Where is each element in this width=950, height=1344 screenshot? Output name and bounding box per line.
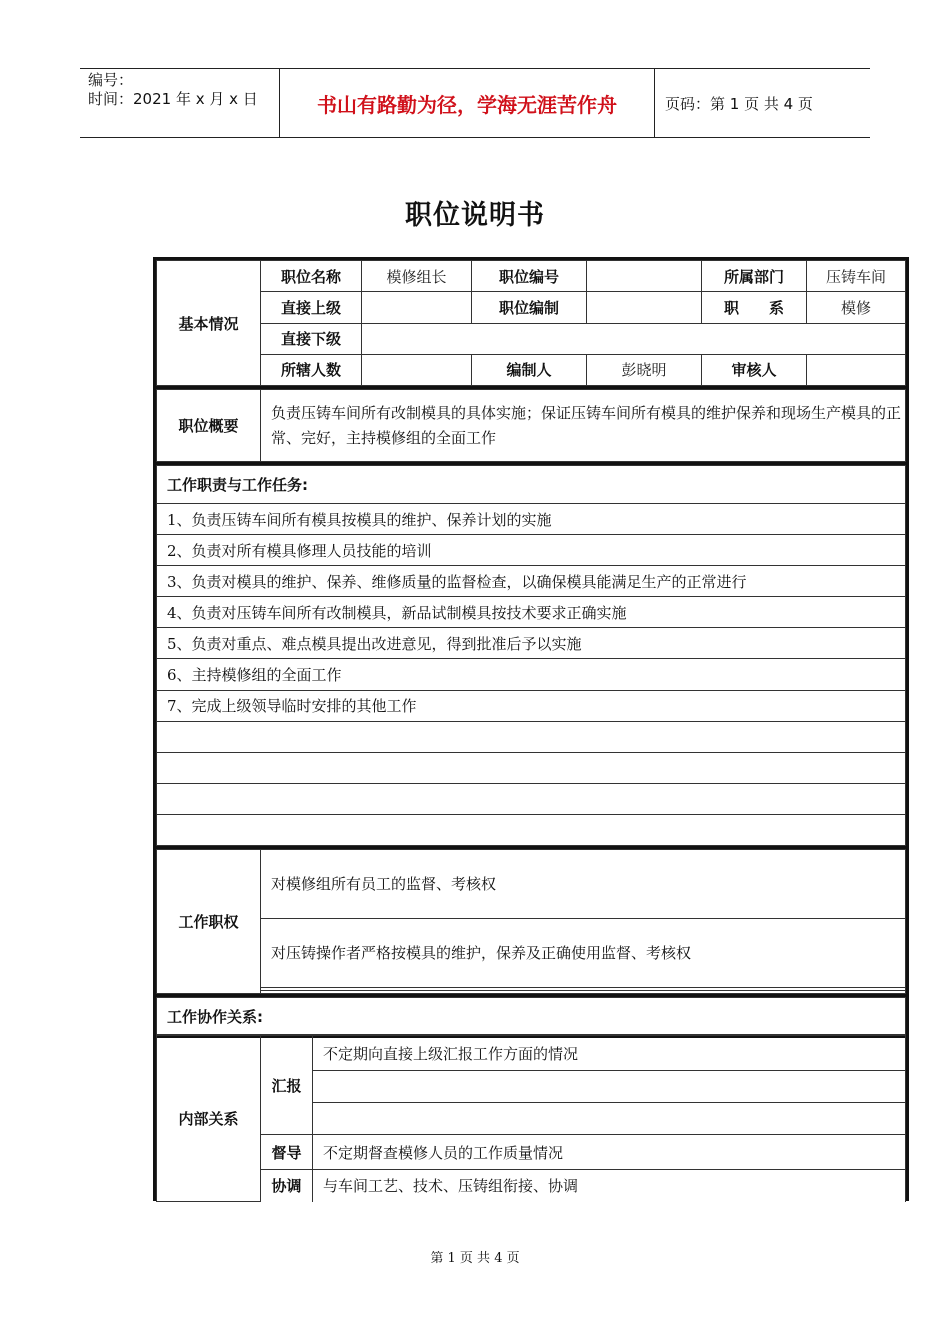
duty-item: 3、负责对模具的维护、保养、维修质量的监督检查，以确保模具能满足生产的正常进行 xyxy=(157,566,906,597)
duty-item: 5、负责对重点、难点模具提出改进意见，得到批准后予以实施 xyxy=(157,628,906,659)
series-label: 职 系 xyxy=(702,292,807,323)
authority-empty-row xyxy=(261,990,906,993)
duty-empty-row xyxy=(157,783,906,814)
staffing-value xyxy=(587,292,702,323)
duty-empty-row xyxy=(157,721,906,752)
authority-item: 对模修组所有员工的监督、考核权 xyxy=(261,850,906,919)
duties-heading: 工作职责与工作任务: xyxy=(157,466,906,504)
cooperation-heading-section xyxy=(156,997,906,1038)
coordinate-label: 协调 xyxy=(261,1170,313,1202)
report-empty-row xyxy=(313,1103,906,1135)
report-label: 汇报 xyxy=(261,1036,313,1135)
duty-empty-row xyxy=(157,814,906,845)
duty-empty-row xyxy=(157,752,906,783)
duty-item: 7、完成上级领导临时安排的其他工作 xyxy=(157,690,906,721)
authority-item: 对压铸操作者严格按模具的维护，保养及正确使用监督、考核权 xyxy=(261,918,906,987)
report-empty-row xyxy=(313,1071,906,1103)
staffing-label: 职位编制 xyxy=(472,292,587,323)
document-header xyxy=(80,68,870,138)
position-no-value xyxy=(587,261,702,292)
summary-section xyxy=(156,389,906,465)
supervise-text: 不定期督查模修人员的工作质量情况 xyxy=(313,1135,906,1170)
headcount-value xyxy=(362,354,472,385)
position-no-label: 职位编号 xyxy=(472,261,587,292)
position-name-label: 职位名称 xyxy=(261,261,362,292)
subordinate-label: 直接下级 xyxy=(261,323,362,354)
superior-value xyxy=(362,292,472,323)
document-time: 时间：2021 年 x 月 x 日 xyxy=(88,90,258,108)
coordinate-text: 与车间工艺、技术、压铸组衔接、协调 xyxy=(313,1170,906,1202)
supervise-label: 督导 xyxy=(261,1135,313,1170)
duties-section xyxy=(156,465,906,849)
summary-text: 负责压铸车间所有改制模具的具体实施；保证压铸车间所有模具的维护保养和现场生产模具的正常、完好，主持模修组的全面工作 xyxy=(261,390,906,462)
cooperation-heading: 工作协作关系: xyxy=(157,998,906,1035)
internal-relations-section xyxy=(156,1035,906,1201)
duty-item: 6、主持模修组的全面工作 xyxy=(157,659,906,690)
basic-info-section xyxy=(156,260,906,389)
header-slogan: 书山有路勤为径，学海无涯苦作舟 xyxy=(280,69,655,137)
report-text: 不定期向直接上级汇报工作方面的情况 xyxy=(313,1036,906,1071)
department-label: 所属部门 xyxy=(702,261,807,292)
reviewer-value xyxy=(807,354,906,385)
internal-relations-label: 内部关系 xyxy=(157,1036,261,1202)
duty-item: 4、负责对压铸车间所有改制模具，新品试制模具按技术要求正确实施 xyxy=(157,597,906,628)
document-number-label: 编号： xyxy=(88,71,134,89)
subordinate-value xyxy=(362,323,906,354)
series-value: 模修 xyxy=(807,292,906,323)
preparer-value: 彭晓明 xyxy=(587,354,702,385)
header-meta xyxy=(80,69,280,137)
authority-section xyxy=(156,849,906,997)
duty-item: 1、负责压铸车间所有模具按模具的维护、保养计划的实施 xyxy=(157,504,906,535)
headcount-label: 所辖人数 xyxy=(261,354,362,385)
job-description-form xyxy=(153,257,909,1201)
position-name-value: 模修组长 xyxy=(362,261,472,292)
duty-item: 2、负责对所有模具修理人员技能的培训 xyxy=(157,535,906,566)
authority-label: 工作职权 xyxy=(157,850,261,994)
preparer-label: 编制人 xyxy=(472,354,587,385)
page-title: 职位说明书 xyxy=(405,200,545,231)
summary-label: 职位概要 xyxy=(157,390,261,462)
page-footer: 第 1 页 共 4 页 xyxy=(430,1251,520,1266)
header-page-info: 页码：第 1 页 共 4 页 xyxy=(665,94,813,113)
superior-label: 直接上级 xyxy=(261,292,362,323)
department-value: 压铸车间 xyxy=(807,261,906,292)
basic-info-label: 基本情况 xyxy=(157,261,261,386)
reviewer-label: 审核人 xyxy=(702,354,807,385)
